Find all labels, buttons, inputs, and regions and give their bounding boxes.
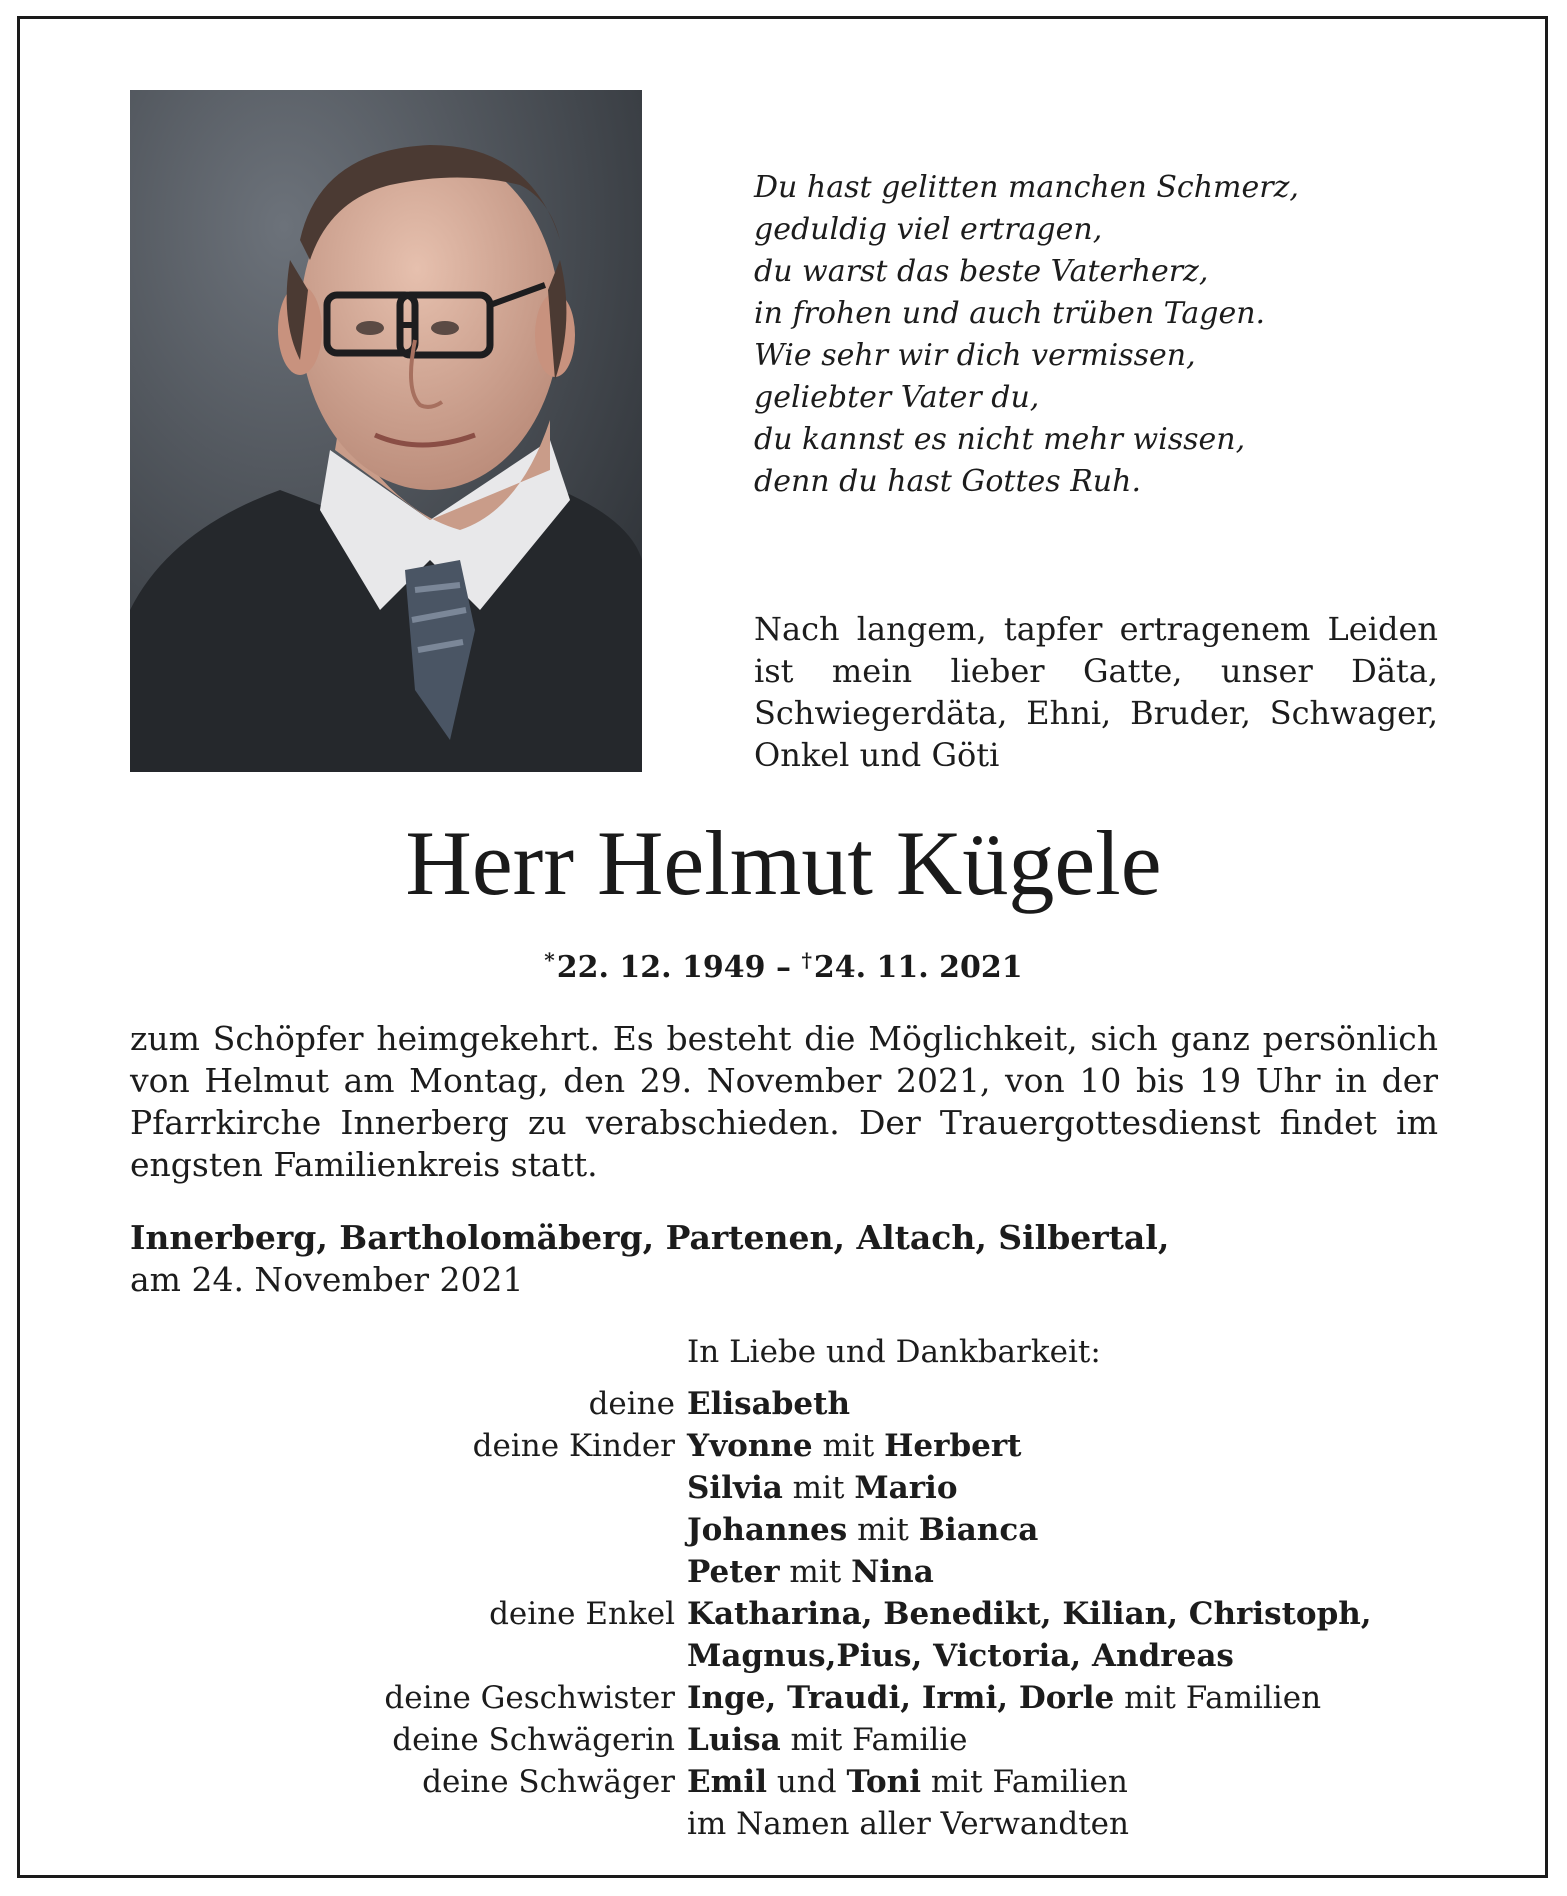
relation-label: deine [588,1386,675,1422]
relation-label: deine Schwäger [422,1764,675,1800]
birth-symbol: * [544,948,555,972]
family-row [130,1803,1450,1845]
relation-label [130,1551,687,1593]
family-name: Elisabeth [687,1386,850,1422]
intro-text: Nach langem, tapfer ertragenem Leiden ist mein lieber Gatte, unser Däta, Schwiegerdäta, Ehni, Bruder, Schwager, Onkel und Göti [754,610,1438,774]
family-name: Yvonne [687,1428,813,1464]
family-row [130,1467,1450,1509]
connector-text: mit [847,1512,919,1548]
connector-text: und [766,1764,847,1800]
connector-text: mit [782,1470,855,1506]
family-row [130,1509,1450,1551]
poem-line: Wie sehr wir dich vermissen, [754,338,1196,373]
death-date: 24. 11. 2021 [813,950,1023,985]
relation-label: deine Kinder [472,1428,675,1464]
closing-line: In Liebe und Dankbarkeit: [687,1334,1101,1370]
family-name: Herbert [884,1428,1022,1464]
poem-line: geduldig viel ertragen, [754,212,1103,247]
connector-text: mit Familie [780,1722,968,1758]
towns: Innerberg, Bartholomäberg, Partenen, Altach, Silbertal, [130,1218,1170,1257]
relation-label [130,1803,687,1845]
family-name: Inge, Traudi, Irmi, Dorle [687,1680,1115,1716]
connector-text: mit [779,1554,852,1590]
poem-line: du kannst es nicht mehr wissen, [754,422,1246,457]
family-row [130,1425,1450,1467]
family-row [130,1719,1450,1761]
family-row [130,1551,1450,1593]
date-separator: – [765,950,802,985]
connector-text: mit Familien [1114,1680,1322,1716]
life-dates [0,940,1567,988]
family-name: Luisa [687,1722,781,1758]
family-row [130,1761,1450,1803]
family-row [130,1677,1450,1719]
announcement-date: am 24. November 2021 [130,1260,524,1299]
relation-label: deine Geschwister [384,1680,675,1716]
family-row [130,1635,1450,1677]
relation-label [130,1509,687,1551]
poem-line: du warst das beste Vaterherz, [754,254,1209,289]
family-name: Silvia [687,1470,783,1506]
poem-line: Du hast gelitten manchen Schmerz, [754,170,1299,205]
family-row [130,1593,1450,1635]
poem-line: in frohen und auch trüben Tagen. [754,296,1266,331]
family-name: Toni [846,1764,921,1800]
death-symbol: † [801,948,812,972]
poem-line: denn du hast Gottes Ruh. [754,464,1141,499]
portrait-photo [130,90,642,772]
family-name: Johannes [687,1512,848,1548]
family-name: Katharina, Benedikt, Kilian, Christoph, [687,1596,1372,1632]
family-name: Emil [687,1764,767,1800]
family-name: Mario [854,1470,958,1506]
poem [754,167,1454,503]
family-name: Magnus,Pius, Victoria, Andreas [687,1638,1234,1674]
poem-line: geliebter Vater du, [754,380,1040,415]
family-name: Bianca [918,1512,1039,1548]
relation-label [130,1635,687,1677]
relation-label: deine Enkel [489,1596,675,1632]
connector-text: mit [812,1428,885,1464]
birth-date: 22. 12. 1949 [556,950,766,985]
connector-text: im Namen aller Verwandten [687,1806,1129,1842]
family-name: Nina [851,1554,934,1590]
relation-label: deine Schwägerin [392,1722,675,1758]
deceased-name: Herr Helmut Kügele [405,812,1162,914]
family-name: Peter [687,1554,780,1590]
family-row [130,1383,1450,1425]
connector-text: mit Familien [920,1764,1128,1800]
relation-label [130,1467,687,1509]
family-list [130,1383,1450,1845]
announcement-text: zum Schöpfer heimgekehrt. Es besteht die Möglichkeit, sich ganz persönlich von Helmut am Montag, den 29. November 2021, von 10 bis 19 Uhr in der Pfarrkirche Innerberg zu verabschieden. Der Trauergottesdienst findet im engsten Familienkreis statt. [130,1019,1438,1184]
places-block [130,1217,1438,1301]
